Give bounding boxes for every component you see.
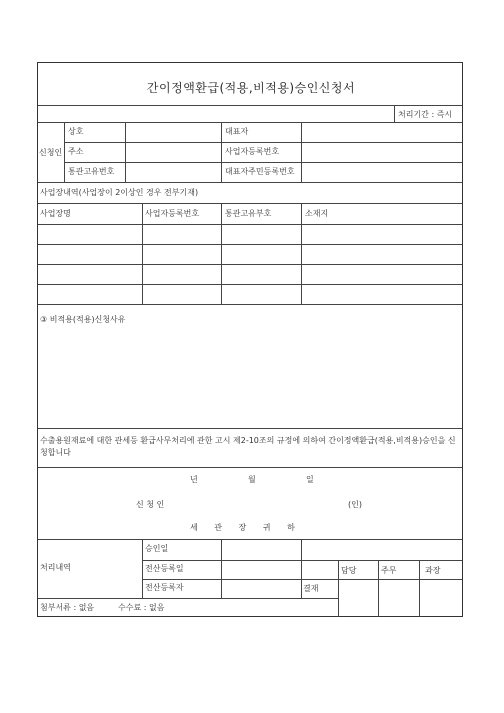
rule [38, 304, 462, 305]
representative-label: 대표자 [225, 127, 249, 136]
fee-note: 수수료 : 없음 [118, 603, 165, 612]
rule [338, 579, 462, 580]
applicant-seal: (인) [348, 500, 362, 509]
rule [38, 203, 462, 204]
application-form [37, 62, 463, 617]
rule [301, 203, 302, 304]
rule [38, 598, 338, 599]
rule [338, 560, 339, 617]
role-label: 과장 [425, 566, 441, 575]
date-day: 일 [306, 475, 314, 484]
column-header: 사업자등록번호 [145, 209, 200, 218]
column-header: 소재지 [305, 209, 329, 218]
computer-reg-date-label: 전산등록일 [145, 564, 184, 573]
rule [64, 142, 462, 143]
rule [38, 122, 462, 123]
addressee: 세 관 장 귀 하 [190, 523, 295, 532]
rule [419, 560, 420, 617]
processing-section-label: 처리내역 [40, 563, 71, 572]
rule [38, 264, 462, 265]
date-month: 월 [248, 475, 256, 484]
rule [142, 560, 462, 561]
column-header: 통관고유부호 [225, 209, 272, 218]
rule [394, 105, 395, 122]
rule [38, 244, 462, 245]
rule [378, 560, 379, 617]
declaration-text: 수출용원재료에 대한 관세등 환급사무처리에 관한 고시 제2-10조의 규정에 의하여 간이정액환급(적용,비적용)승인을 신청합니다 [40, 436, 456, 457]
rule [38, 182, 462, 183]
rule [221, 203, 222, 304]
form-title: 간이정액환급(적용,비적용)승인신청서 [146, 81, 356, 95]
applicant-sign-label: 신 청 인 [136, 500, 165, 509]
reason-heading: ③ 비적용(적용)신청사유 [40, 315, 126, 324]
column-header: 사업장명 [40, 209, 71, 218]
processing-period: 처리기간 : 즉시 [398, 110, 453, 119]
customs-id-label: 통관고유번호 [68, 167, 115, 176]
rule [142, 539, 143, 598]
trade-name-label: 상호 [68, 127, 84, 136]
rule [142, 579, 338, 580]
address-label: 주소 [68, 147, 84, 156]
rule [221, 122, 222, 182]
rule [38, 224, 462, 225]
approval-date-label: 승인일 [145, 544, 169, 553]
approval-label: 결재 [303, 584, 319, 593]
rule [142, 203, 143, 304]
rule [38, 105, 462, 106]
business-reg-no-label: 사업자등록번호 [225, 147, 280, 156]
rule [125, 122, 126, 182]
rule [38, 284, 462, 285]
rule [221, 539, 222, 598]
rep-resident-no-label: 대표자주민등록번호 [225, 167, 295, 176]
role-label: 담당 [341, 566, 357, 575]
rule [64, 162, 462, 163]
rule [301, 122, 302, 182]
computer-registrant-label: 전산등록자 [145, 583, 184, 592]
rule [38, 428, 462, 429]
business-sites-heading: 사업장내역(사업장이 2이상인 경우 전부기재) [40, 188, 199, 197]
rule [301, 539, 302, 598]
rule [38, 467, 462, 468]
applicant-section-label: 신청인 [39, 148, 63, 157]
date-year: 년 [190, 475, 198, 484]
rule [64, 122, 65, 182]
rule [38, 539, 462, 540]
attachments-note: 첨부서류 : 없음 [40, 603, 95, 612]
role-label: 주무 [381, 566, 397, 575]
